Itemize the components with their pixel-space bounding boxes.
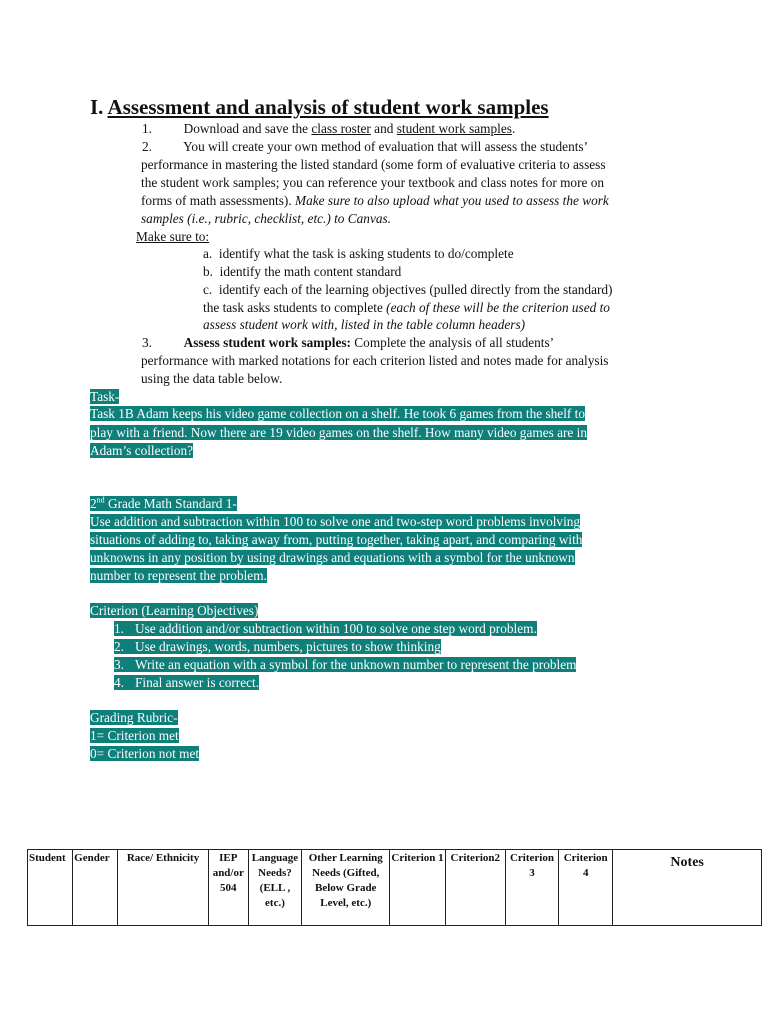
header-criterion-1: Criterion 1: [390, 850, 445, 926]
criterion-item-3-number: 3.: [114, 657, 124, 672]
criterion-item-4: [114, 674, 259, 692]
rubric-label-line: [90, 709, 178, 727]
criterion-item-2-highlight: [114, 639, 441, 654]
criterion-item-4-highlight: [114, 675, 259, 690]
header-student: Student: [28, 850, 73, 926]
rubric-met-line: [90, 727, 179, 745]
header-language-needs: Language Needs? (ELL , etc.): [248, 850, 301, 926]
header-gender: Gender: [73, 850, 118, 926]
criterion-item-3-text: Write an equation with a symbol for the unknown number to represent the problem: [134, 657, 577, 672]
sub-item-b: [203, 263, 401, 281]
criterion-item-2: [114, 638, 441, 656]
criterion-item-1-number: 1.: [114, 621, 124, 636]
step-2-text-italic: Make sure to also upload what you used to assess the work: [295, 193, 609, 208]
step-1-number: 1.: [142, 121, 152, 136]
step-2-line-5: samples (i.e., rubric, checklist, etc.) to Canvas.: [141, 211, 391, 226]
step-1: [142, 120, 515, 138]
step-2-text: You will create your own method of evaluation that will assess the students’: [183, 139, 589, 154]
criterion-item-3: [114, 656, 576, 674]
rubric-not-met: 0= Criterion not met: [90, 746, 200, 761]
criterion-item-1-text: Use addition and/or subtraction within 100 to solve one step word problem.: [134, 621, 537, 636]
step-3-number: 3.: [142, 335, 152, 350]
task-line-1: [90, 405, 585, 423]
step-3-line-3: using the data table below.: [141, 371, 283, 386]
standard-line-4: [90, 567, 267, 585]
standard-text-1: Use addition and subtraction within 100 to solve one and two-step word problems involving: [90, 514, 581, 529]
sub-item-a-text: identify what the task is asking students to do/complete: [218, 246, 514, 261]
step-1-text-end: .: [511, 121, 516, 136]
standard-text-3: unknowns in any position by using drawings and equations with a symbol for the unknown: [90, 550, 575, 565]
sub-item-a-letter: a.: [203, 246, 213, 261]
section-heading: [90, 94, 549, 120]
table-header-row: [28, 850, 762, 926]
standard-line-2: [90, 531, 582, 549]
header-criterion-2: Criterion2: [445, 850, 505, 926]
criterion-label-line: [90, 602, 258, 620]
rubric-not-met-line: [90, 745, 199, 763]
sub-item-b-letter: b.: [203, 264, 213, 279]
step-3-line-2: performance with marked notations for each criterion listed and notes made for analysis: [141, 353, 609, 368]
sub-item-c-line-3: assess student work with, listed in the table column headers): [203, 317, 526, 332]
sub-item-c-text-italic: (each of these will be the criterion used to: [386, 300, 610, 315]
step-1-text-start: Download and save the: [183, 121, 312, 136]
header-other-learning-needs: Other Learning Needs (Gifted, Below Grade Level, etc.): [302, 850, 390, 926]
criterion-item-1: [114, 620, 537, 638]
rubric-label: Grading Rubric-: [90, 710, 178, 725]
standard-line-1: [90, 513, 580, 531]
standard-label: [90, 496, 237, 511]
student-data-table: [27, 849, 762, 926]
criterion-label: Criterion (Learning Objectives): [90, 603, 259, 618]
class-roster-link[interactable]: class roster: [311, 121, 371, 136]
step-2-line-2: performance in mastering the listed standard (some form of evaluative criteria to assess: [141, 157, 606, 172]
sub-item-b-text: identify the math content standard: [219, 264, 402, 279]
header-criterion-3: Criterion 3: [505, 850, 558, 926]
criterion-item-4-number: 4.: [114, 675, 124, 690]
sub-item-c-line-2: [203, 299, 610, 317]
task-text-2: play with a friend. Now there are 19 video games on the shelf. How many video games are in: [90, 425, 588, 440]
standard-text-2: situations of adding to, taking away from, putting together, taking apart, and comparing with: [90, 532, 583, 547]
header-race-ethnicity: Race/ Ethnicity: [118, 850, 208, 926]
criterion-item-4-text: Final answer is correct.: [134, 675, 260, 690]
sub-item-c-text-plain: the task asks students to complete: [203, 300, 387, 315]
task-text-3: Adam’s collection?: [90, 443, 194, 458]
step-3-line-1: [142, 334, 554, 352]
standard-grade-number: 2: [90, 496, 97, 511]
step-1-text-mid: and: [370, 121, 397, 136]
header-criterion-4: Criterion 4: [559, 850, 613, 926]
make-sure-label: Make sure to:: [136, 229, 210, 244]
task-text-1: Task 1B Adam keeps his video game collection on a shelf. He took 6 games from the shelf to: [90, 406, 586, 421]
student-work-samples-link[interactable]: student work samples: [396, 121, 512, 136]
task-label-line: [90, 388, 119, 406]
step-3-text: Complete the analysis of all students’: [350, 335, 555, 350]
criterion-item-2-text: Use drawings, words, numbers, pictures to show thinking: [134, 639, 441, 654]
standard-text-4: number to represent the problem.: [90, 568, 267, 583]
step-3-bold-label: Assess student work samples:: [183, 335, 351, 350]
sub-item-c: [203, 281, 612, 299]
section-roman: I.: [90, 95, 104, 119]
task-line-3: [90, 442, 193, 460]
sub-item-c-letter: c.: [203, 282, 213, 297]
step-2-line-1: [142, 138, 588, 156]
section-title: Assessment and analysis of student work samples: [107, 95, 549, 119]
task-line-2: [90, 424, 587, 442]
standard-grade-suffix: nd: [96, 495, 105, 505]
step-2-line-3: the student work samples; you can reference your textbook and class notes for more on: [141, 175, 605, 190]
task-label: Task-: [90, 389, 120, 404]
header-iep-504: IEP and/or 504: [208, 850, 248, 926]
criterion-item-2-number: 2.: [114, 639, 124, 654]
header-notes: Notes: [613, 850, 762, 926]
step-2-number: 2.: [142, 139, 152, 154]
step-2-text-plain: forms of math assessments).: [141, 193, 295, 208]
step-2-line-4: [141, 192, 609, 210]
sub-item-a: [203, 245, 514, 263]
standard-label-line: [90, 495, 237, 513]
criterion-item-1-highlight: [114, 621, 537, 636]
rubric-met: 1= Criterion met: [90, 728, 179, 743]
criterion-item-3-highlight: [114, 657, 576, 672]
standard-label-text: Grade Math Standard 1-: [104, 496, 237, 511]
sub-item-c-text: identify each of the learning objectives (pulled directly from the standard): [218, 282, 613, 297]
standard-line-3: [90, 549, 575, 567]
